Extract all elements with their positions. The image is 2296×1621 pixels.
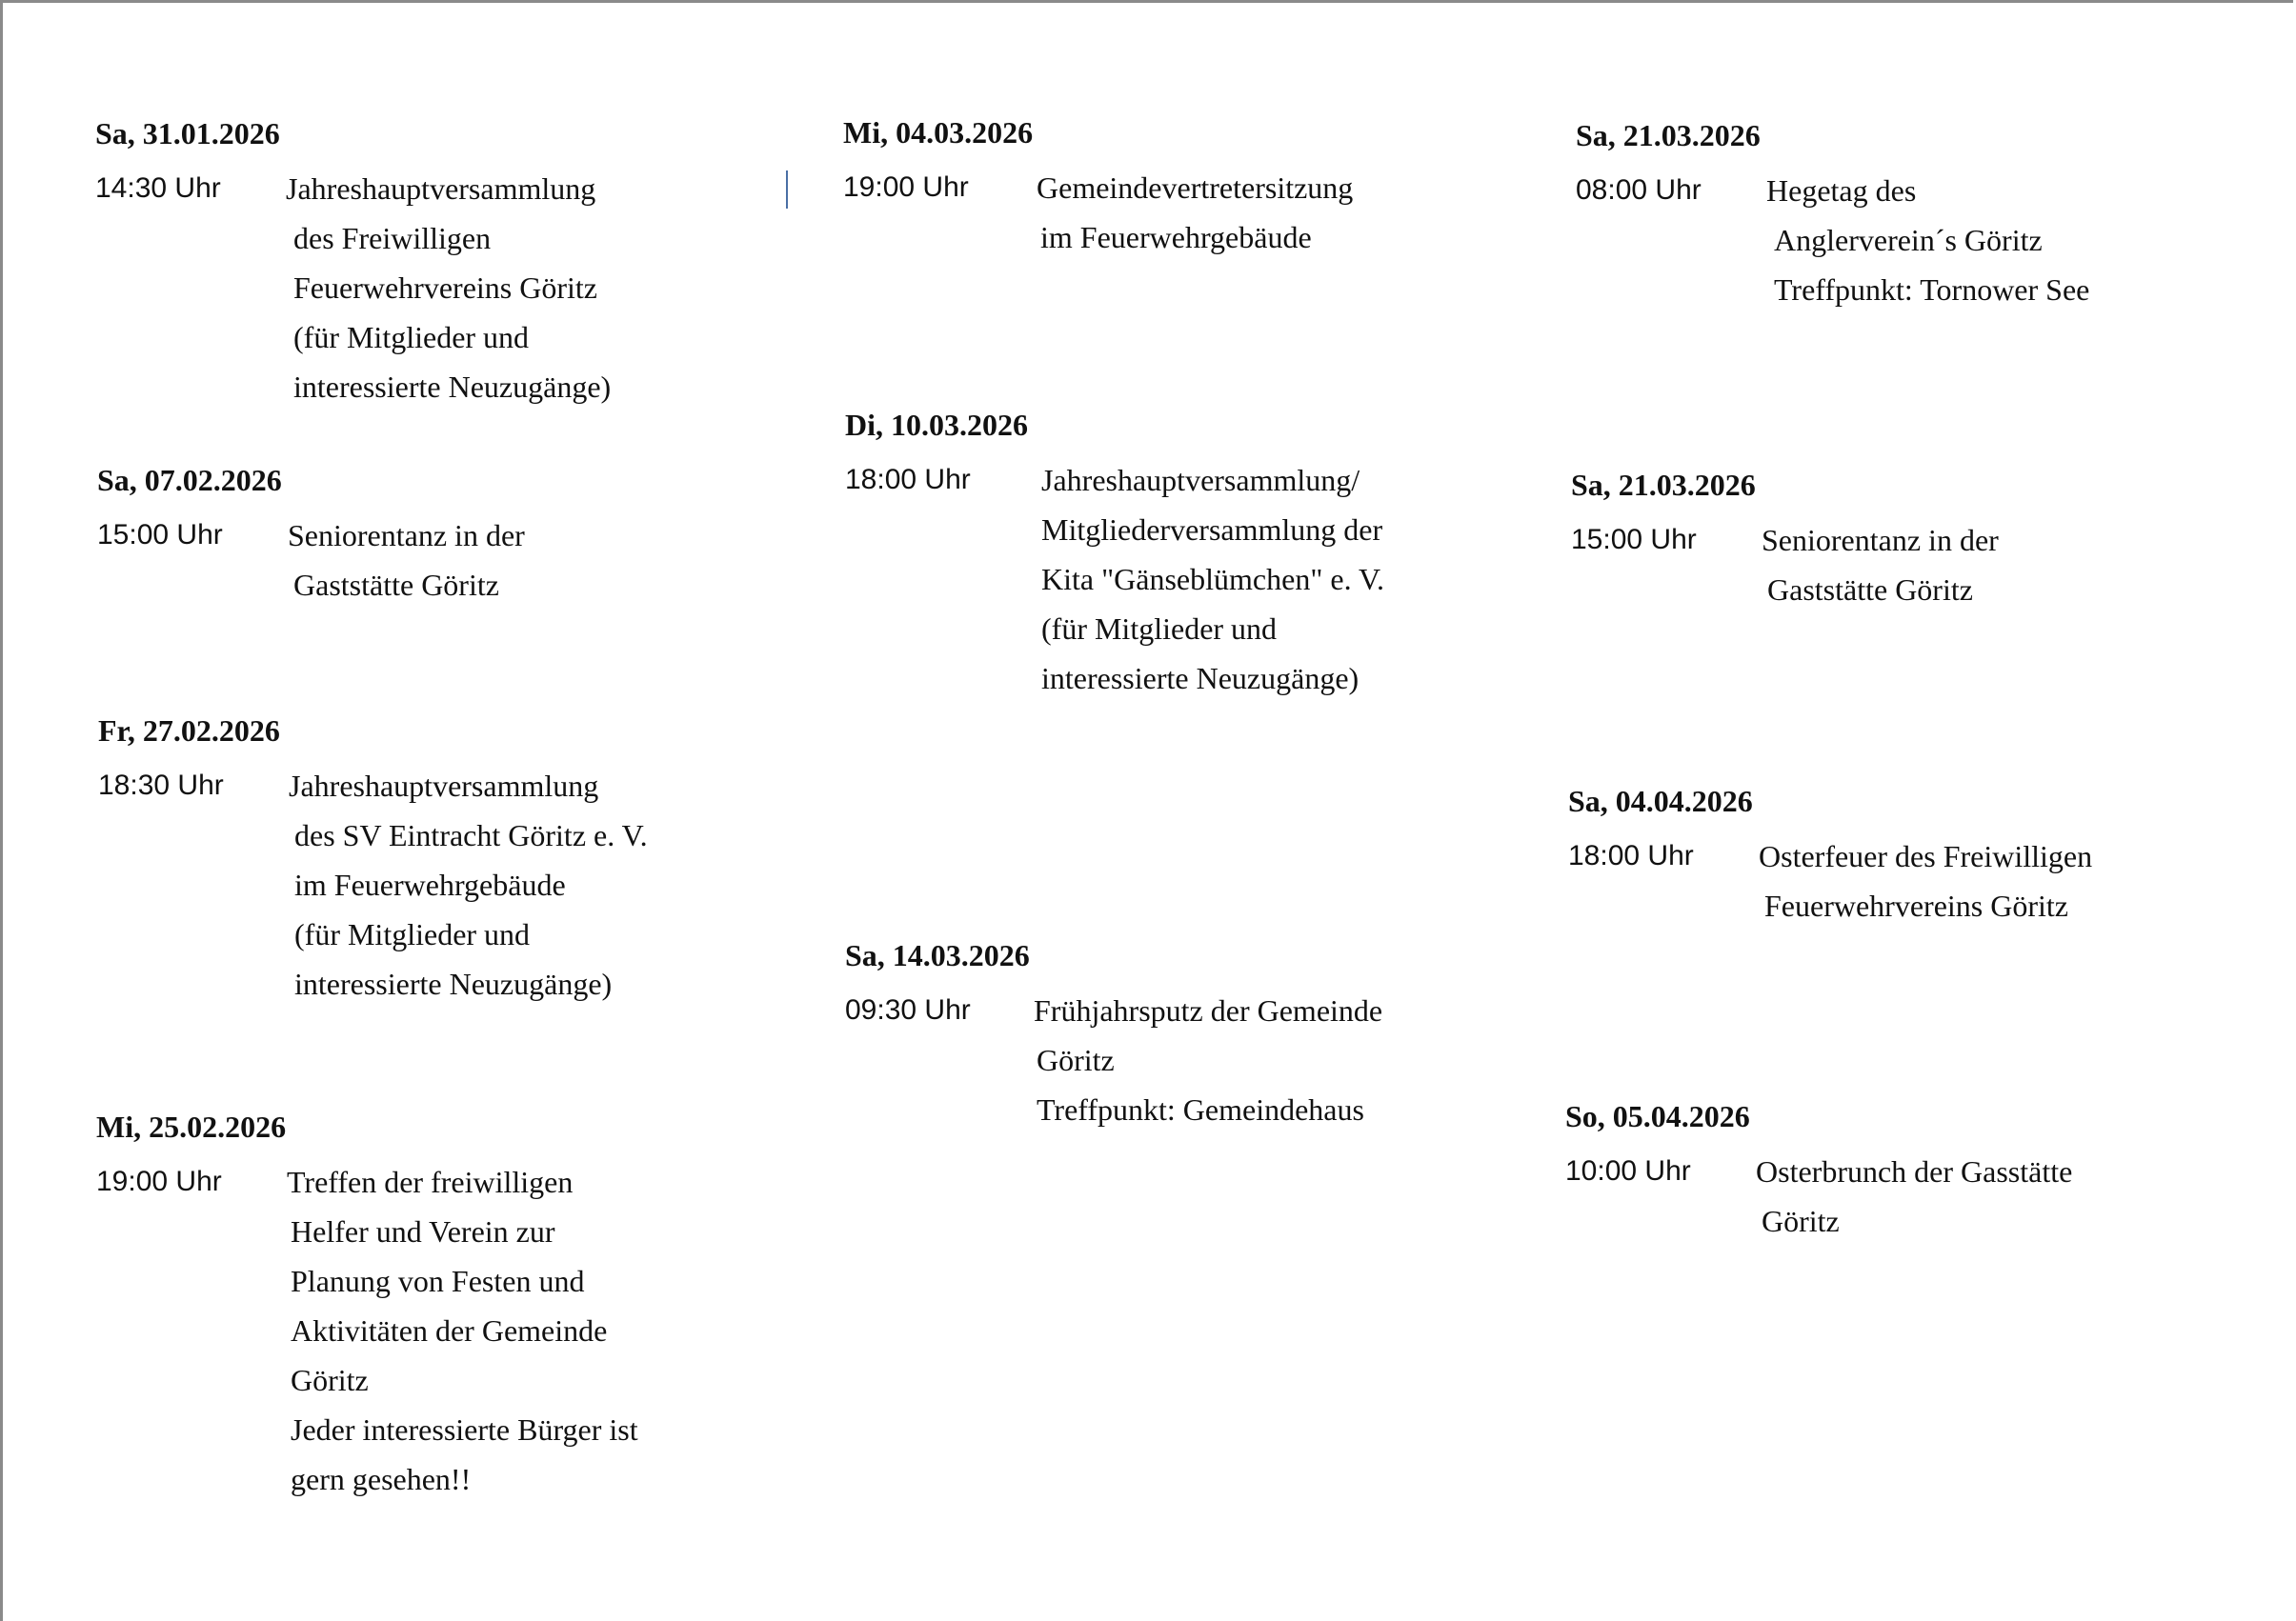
event-date: Mi, 04.03.2026 — [843, 115, 1034, 150]
event-description-line: Gaststätte Göritz — [1767, 572, 1973, 607]
event-description-line: Osterbrunch der Gasstätte — [1756, 1154, 2073, 1189]
event-time: 15:00 Uhr — [1571, 524, 1697, 555]
event-description-line: Seniorentanz in der — [288, 518, 525, 552]
event-description-line: interessierte Neuzugänge) — [294, 967, 613, 1001]
event-description-line: des SV Eintracht Göritz e. V. — [294, 818, 648, 852]
event-entry — [98, 711, 746, 1001]
event-time: 08:00 Uhr — [1576, 174, 1702, 206]
event-description — [1762, 515, 1999, 614]
event-description-line: im Feuerwehrgebäude — [294, 868, 566, 902]
event-description-line: Seniorentanz in der — [1762, 523, 1999, 557]
event-date: Mi, 25.02.2026 — [96, 1110, 287, 1144]
event-date: Sa, 07.02.2026 — [97, 463, 282, 497]
event-date: Fr, 27.02.2026 — [98, 713, 280, 748]
event-description — [289, 761, 648, 1009]
event-description — [286, 164, 611, 411]
event-description — [287, 1157, 638, 1504]
event-entry — [96, 1108, 744, 1496]
event-description-line: interessierte Neuzugänge) — [293, 370, 612, 404]
event-date: Sa, 21.03.2026 — [1576, 118, 1761, 152]
event-time: 18:00 Uhr — [845, 464, 971, 495]
event-time: 15:00 Uhr — [97, 519, 223, 550]
event-description-line: gern gesehen!! — [291, 1462, 472, 1496]
event-description-line: Göritz — [1762, 1204, 1840, 1238]
event-description-line: Anglerverein´s Göritz — [1774, 223, 2043, 257]
event-entry — [1568, 782, 2216, 923]
event-entry — [1565, 1097, 2213, 1238]
event-description — [1041, 455, 1384, 703]
event-description-line: (für Mitglieder und — [1041, 611, 1278, 646]
event-description-line: Frühjahrsputz der Gemeinde — [1034, 993, 1383, 1028]
event-description-line: des Freiwilligen — [293, 221, 492, 255]
event-time: 18:30 Uhr — [98, 770, 224, 801]
event-date: Sa, 04.04.2026 — [1568, 784, 1753, 818]
event-description-line: (für Mitglieder und — [294, 917, 531, 951]
event-entry — [95, 114, 743, 404]
event-description-line: Gemeindevertretersitzung — [1037, 170, 1354, 205]
event-entry — [845, 936, 1493, 1127]
event-time: 09:30 Uhr — [845, 994, 971, 1026]
event-date: Sa, 21.03.2026 — [1571, 468, 1756, 502]
event-description-line: Mitgliederversammlung der — [1041, 512, 1383, 547]
event-time: 19:00 Uhr — [96, 1166, 222, 1197]
event-description — [1766, 166, 2089, 314]
event-description-line: Jahreshauptversammlung — [286, 171, 596, 206]
event-time: 18:00 Uhr — [1568, 840, 1694, 871]
event-description-line: Aktivitäten der Gemeinde — [291, 1313, 608, 1348]
event-description-line: Planung von Festen und — [291, 1264, 585, 1298]
event-description-line: Jeder interessierte Bürger ist — [291, 1412, 638, 1447]
event-date: Sa, 31.01.2026 — [95, 116, 280, 150]
event-description-line: Göritz — [291, 1363, 369, 1397]
event-entry — [97, 461, 745, 602]
event-date: So, 05.04.2026 — [1565, 1099, 1750, 1133]
event-description-line: Treffpunkt: Tornower See — [1774, 272, 2090, 307]
event-description — [1756, 1147, 2072, 1246]
event-date: Sa, 14.03.2026 — [845, 938, 1030, 972]
event-description-line: (für Mitglieder und — [293, 320, 530, 354]
event-entry — [1576, 116, 2224, 307]
event-time: 19:00 Uhr — [843, 171, 969, 203]
event-description-line: Göritz — [1037, 1043, 1115, 1077]
event-entry — [845, 406, 1493, 695]
event-description-line: Osterfeuer des Freiwilligen — [1759, 839, 2093, 873]
event-date: Di, 10.03.2026 — [845, 408, 1028, 442]
event-entry — [1571, 466, 2219, 607]
event-description-line: Jahreshauptversammlung/ — [1041, 463, 1360, 497]
event-description-line: Treffpunkt: Gemeindehaus — [1037, 1092, 1364, 1127]
event-description-line: Treffen der freiwilligen — [287, 1165, 574, 1199]
event-description — [1034, 986, 1382, 1134]
event-time: 10:00 Uhr — [1565, 1155, 1691, 1187]
event-description-line: Feuerwehrvereins Göritz — [1764, 889, 2068, 923]
event-description — [1759, 831, 2092, 931]
event-description-line: interessierte Neuzugänge) — [1041, 661, 1359, 695]
event-description-line: Feuerwehrvereins Göritz — [293, 270, 597, 305]
event-description-line: Kita "Gänseblümchen" e. V. — [1041, 562, 1384, 596]
event-description — [288, 510, 525, 610]
event-description — [1037, 163, 1353, 262]
event-description-line: im Feuerwehrgebäude — [1040, 220, 1312, 254]
event-description-line: Gaststätte Göritz — [293, 568, 499, 602]
text-cursor — [786, 170, 788, 209]
event-description-line: Helfer und Verein zur — [291, 1214, 555, 1249]
event-entry — [843, 113, 1491, 254]
event-description-line: Jahreshauptversammlung — [289, 769, 599, 803]
event-time: 14:30 Uhr — [95, 172, 221, 204]
event-description-line: Hegetag des — [1766, 173, 1917, 208]
